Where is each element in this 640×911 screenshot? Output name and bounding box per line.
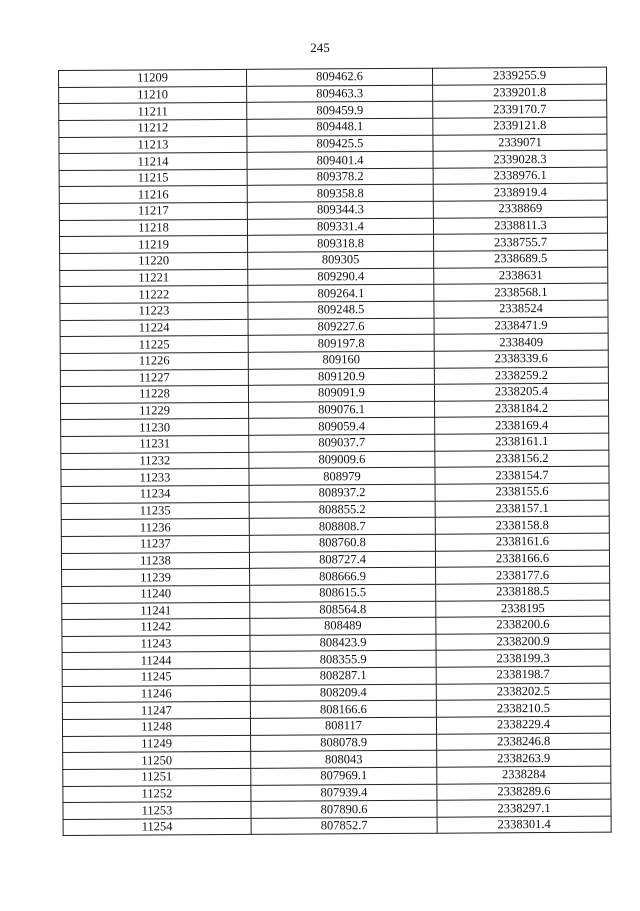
x-coordinate-cell: 808937.2 (249, 484, 435, 502)
point-id-cell: 11213 (59, 136, 247, 154)
x-coordinate-cell: 809076.1 (249, 401, 435, 419)
y-coordinate-cell: 2338158.8 (435, 516, 609, 534)
point-id-cell: 11210 (59, 86, 247, 104)
x-coordinate-cell: 809401.4 (247, 151, 433, 169)
x-coordinate-cell: 808043 (251, 750, 437, 768)
point-id-cell: 11221 (60, 269, 248, 287)
point-id-cell: 11253 (63, 802, 251, 820)
y-coordinate-cell: 2338169.4 (435, 417, 609, 435)
x-coordinate-cell: 809091.9 (248, 384, 434, 402)
x-coordinate-cell: 809425.5 (247, 135, 433, 153)
coordinates-table (58, 67, 612, 837)
point-id-cell: 11237 (61, 535, 249, 553)
x-coordinate-cell: 808166.6 (250, 701, 436, 719)
y-coordinate-cell: 2338297.1 (437, 799, 611, 817)
y-coordinate-cell: 2338155.6 (435, 483, 609, 501)
x-coordinate-cell: 807969.1 (251, 767, 437, 785)
point-id-cell: 11244 (62, 652, 250, 670)
y-coordinate-cell: 2338184.2 (435, 400, 609, 418)
point-id-cell: 11220 (60, 252, 248, 270)
y-coordinate-cell: 2338161.1 (435, 433, 609, 451)
point-id-cell: 11238 (61, 552, 249, 570)
x-coordinate-cell: 809459.9 (247, 101, 433, 119)
x-coordinate-cell: 807890.6 (251, 800, 437, 818)
point-id-cell: 11245 (62, 668, 250, 686)
point-id-cell: 11226 (60, 352, 248, 370)
y-coordinate-cell: 2338409 (434, 333, 608, 351)
point-id-cell: 11228 (60, 386, 248, 404)
y-coordinate-cell: 2338200.9 (436, 633, 610, 651)
x-coordinate-cell: 807852.7 (251, 817, 437, 835)
y-coordinate-cell: 2338568.1 (434, 283, 608, 301)
y-coordinate-cell: 2338755.7 (434, 234, 608, 252)
point-id-cell: 11222 (60, 286, 248, 304)
x-coordinate-cell: 809160 (248, 351, 434, 369)
x-coordinate-cell: 809305 (248, 251, 434, 269)
y-coordinate-cell: 2338869 (433, 200, 607, 218)
y-coordinate-cell: 2338156.2 (435, 450, 609, 468)
point-id-cell: 11231 (61, 435, 249, 453)
y-coordinate-cell: 2338689.5 (434, 250, 608, 268)
y-coordinate-cell: 2338205.4 (434, 383, 608, 401)
y-coordinate-cell: 2338339.6 (434, 350, 608, 368)
x-coordinate-cell: 809318.8 (248, 235, 434, 253)
x-coordinate-cell: 808808.7 (249, 518, 435, 536)
y-coordinate-cell: 2339071 (433, 134, 607, 152)
point-id-cell: 11230 (61, 419, 249, 437)
y-coordinate-cell: 2338198.7 (436, 666, 610, 684)
point-id-cell: 11223 (60, 302, 248, 320)
point-id-cell: 11215 (59, 169, 247, 187)
x-coordinate-cell: 809059.4 (249, 418, 435, 436)
y-coordinate-cell: 2338229.4 (436, 716, 610, 734)
y-coordinate-cell: 2339028.3 (433, 150, 607, 168)
x-coordinate-cell: 809448.1 (247, 118, 433, 136)
page-number: 245 (310, 40, 330, 55)
point-id-cell: 11241 (62, 602, 250, 620)
x-coordinate-cell: 808423.9 (250, 634, 436, 652)
coordinates-table-container (58, 67, 611, 837)
y-coordinate-cell: 2338166.6 (435, 550, 609, 568)
point-id-cell: 11233 (61, 469, 249, 487)
y-coordinate-cell: 2338524 (434, 300, 608, 318)
x-coordinate-cell: 809358.8 (247, 185, 433, 203)
point-id-cell: 11246 (62, 685, 250, 703)
x-coordinate-cell: 809378.2 (247, 168, 433, 186)
x-coordinate-cell: 808979 (249, 468, 435, 486)
x-coordinate-cell: 809331.4 (247, 218, 433, 236)
x-coordinate-cell: 809344.3 (247, 201, 433, 219)
point-id-cell: 11251 (63, 768, 251, 786)
point-id-cell: 11236 (61, 519, 249, 537)
x-coordinate-cell: 809227.6 (248, 318, 434, 336)
y-coordinate-cell: 2338154.7 (435, 467, 609, 485)
point-id-cell: 11240 (62, 585, 250, 603)
point-id-cell: 11209 (59, 69, 247, 87)
table-row (63, 816, 611, 836)
point-id-cell: 11216 (59, 186, 247, 204)
y-coordinate-cell: 2338811.3 (433, 217, 607, 235)
x-coordinate-cell: 809248.5 (248, 301, 434, 319)
point-id-cell: 11217 (59, 202, 247, 220)
x-coordinate-cell: 808615.5 (250, 584, 436, 602)
x-coordinate-cell: 808489 (250, 617, 436, 635)
y-coordinate-cell: 2338471.9 (434, 317, 608, 335)
y-coordinate-cell: 2338161.6 (435, 533, 609, 551)
point-id-cell: 11242 (62, 618, 250, 636)
y-coordinate-cell: 2338259.2 (434, 367, 608, 385)
point-id-cell: 11252 (63, 785, 251, 803)
x-coordinate-cell: 808564.8 (250, 601, 436, 619)
x-coordinate-cell: 808078.9 (251, 734, 437, 752)
y-coordinate-cell: 2338177.6 (436, 566, 610, 584)
y-coordinate-cell: 2339121.8 (433, 117, 607, 135)
y-coordinate-cell: 2338199.3 (436, 650, 610, 668)
y-coordinate-cell: 2338157.1 (435, 500, 609, 518)
point-id-cell: 11254 (63, 818, 251, 836)
x-coordinate-cell: 809264.1 (248, 285, 434, 303)
x-coordinate-cell: 809037.7 (249, 434, 435, 452)
x-coordinate-cell: 807939.4 (251, 784, 437, 802)
point-id-cell: 11224 (60, 319, 248, 337)
x-coordinate-cell: 809290.4 (248, 268, 434, 286)
point-id-cell: 11229 (61, 402, 249, 420)
x-coordinate-cell: 808666.9 (250, 567, 436, 585)
point-id-cell: 11248 (62, 718, 250, 736)
y-coordinate-cell: 2338188.5 (436, 583, 610, 601)
x-coordinate-cell: 809197.8 (248, 334, 434, 352)
y-coordinate-cell: 2338210.5 (436, 699, 610, 717)
y-coordinate-cell: 2339255.9 (432, 67, 606, 85)
y-coordinate-cell: 2339170.7 (433, 100, 607, 118)
point-id-cell: 11234 (61, 485, 249, 503)
point-id-cell: 11243 (62, 635, 250, 653)
point-id-cell: 11225 (60, 336, 248, 354)
point-id-cell: 11211 (59, 103, 247, 121)
x-coordinate-cell: 808209.4 (250, 684, 436, 702)
x-coordinate-cell: 808855.2 (249, 501, 435, 519)
table-body (59, 67, 612, 836)
x-coordinate-cell: 808355.9 (250, 651, 436, 669)
y-coordinate-cell: 2339201.8 (433, 84, 607, 102)
y-coordinate-cell: 2338263.9 (437, 749, 611, 767)
point-id-cell: 11249 (63, 735, 251, 753)
y-coordinate-cell: 2338202.5 (436, 683, 610, 701)
x-coordinate-cell: 809009.6 (249, 451, 435, 469)
y-coordinate-cell: 2338301.4 (437, 816, 611, 834)
point-id-cell: 11219 (60, 236, 248, 254)
x-coordinate-cell: 809463.3 (247, 85, 433, 103)
x-coordinate-cell: 809120.9 (248, 368, 434, 386)
y-coordinate-cell: 2338976.1 (433, 167, 607, 185)
x-coordinate-cell: 808727.4 (249, 551, 435, 569)
y-coordinate-cell: 2338195 (436, 600, 610, 618)
y-coordinate-cell: 2338289.6 (437, 783, 611, 801)
point-id-cell: 11247 (62, 702, 250, 720)
y-coordinate-cell: 2338200.6 (436, 616, 610, 634)
y-coordinate-cell: 2338631 (434, 267, 608, 285)
point-id-cell: 11250 (63, 752, 251, 770)
x-coordinate-cell: 808117 (250, 717, 436, 735)
point-id-cell: 11239 (62, 569, 250, 587)
x-coordinate-cell: 809462.6 (246, 68, 432, 86)
point-id-cell: 11214 (59, 153, 247, 171)
point-id-cell: 11212 (59, 119, 247, 137)
point-id-cell: 11227 (60, 369, 248, 387)
y-coordinate-cell: 2338246.8 (437, 733, 611, 751)
x-coordinate-cell: 808760.8 (249, 534, 435, 552)
point-id-cell: 11232 (61, 452, 249, 470)
point-id-cell: 11235 (61, 502, 249, 520)
y-coordinate-cell: 2338919.4 (433, 184, 607, 202)
x-coordinate-cell: 808287.1 (250, 667, 436, 685)
y-coordinate-cell: 2338284 (437, 766, 611, 784)
point-id-cell: 11218 (59, 219, 247, 237)
